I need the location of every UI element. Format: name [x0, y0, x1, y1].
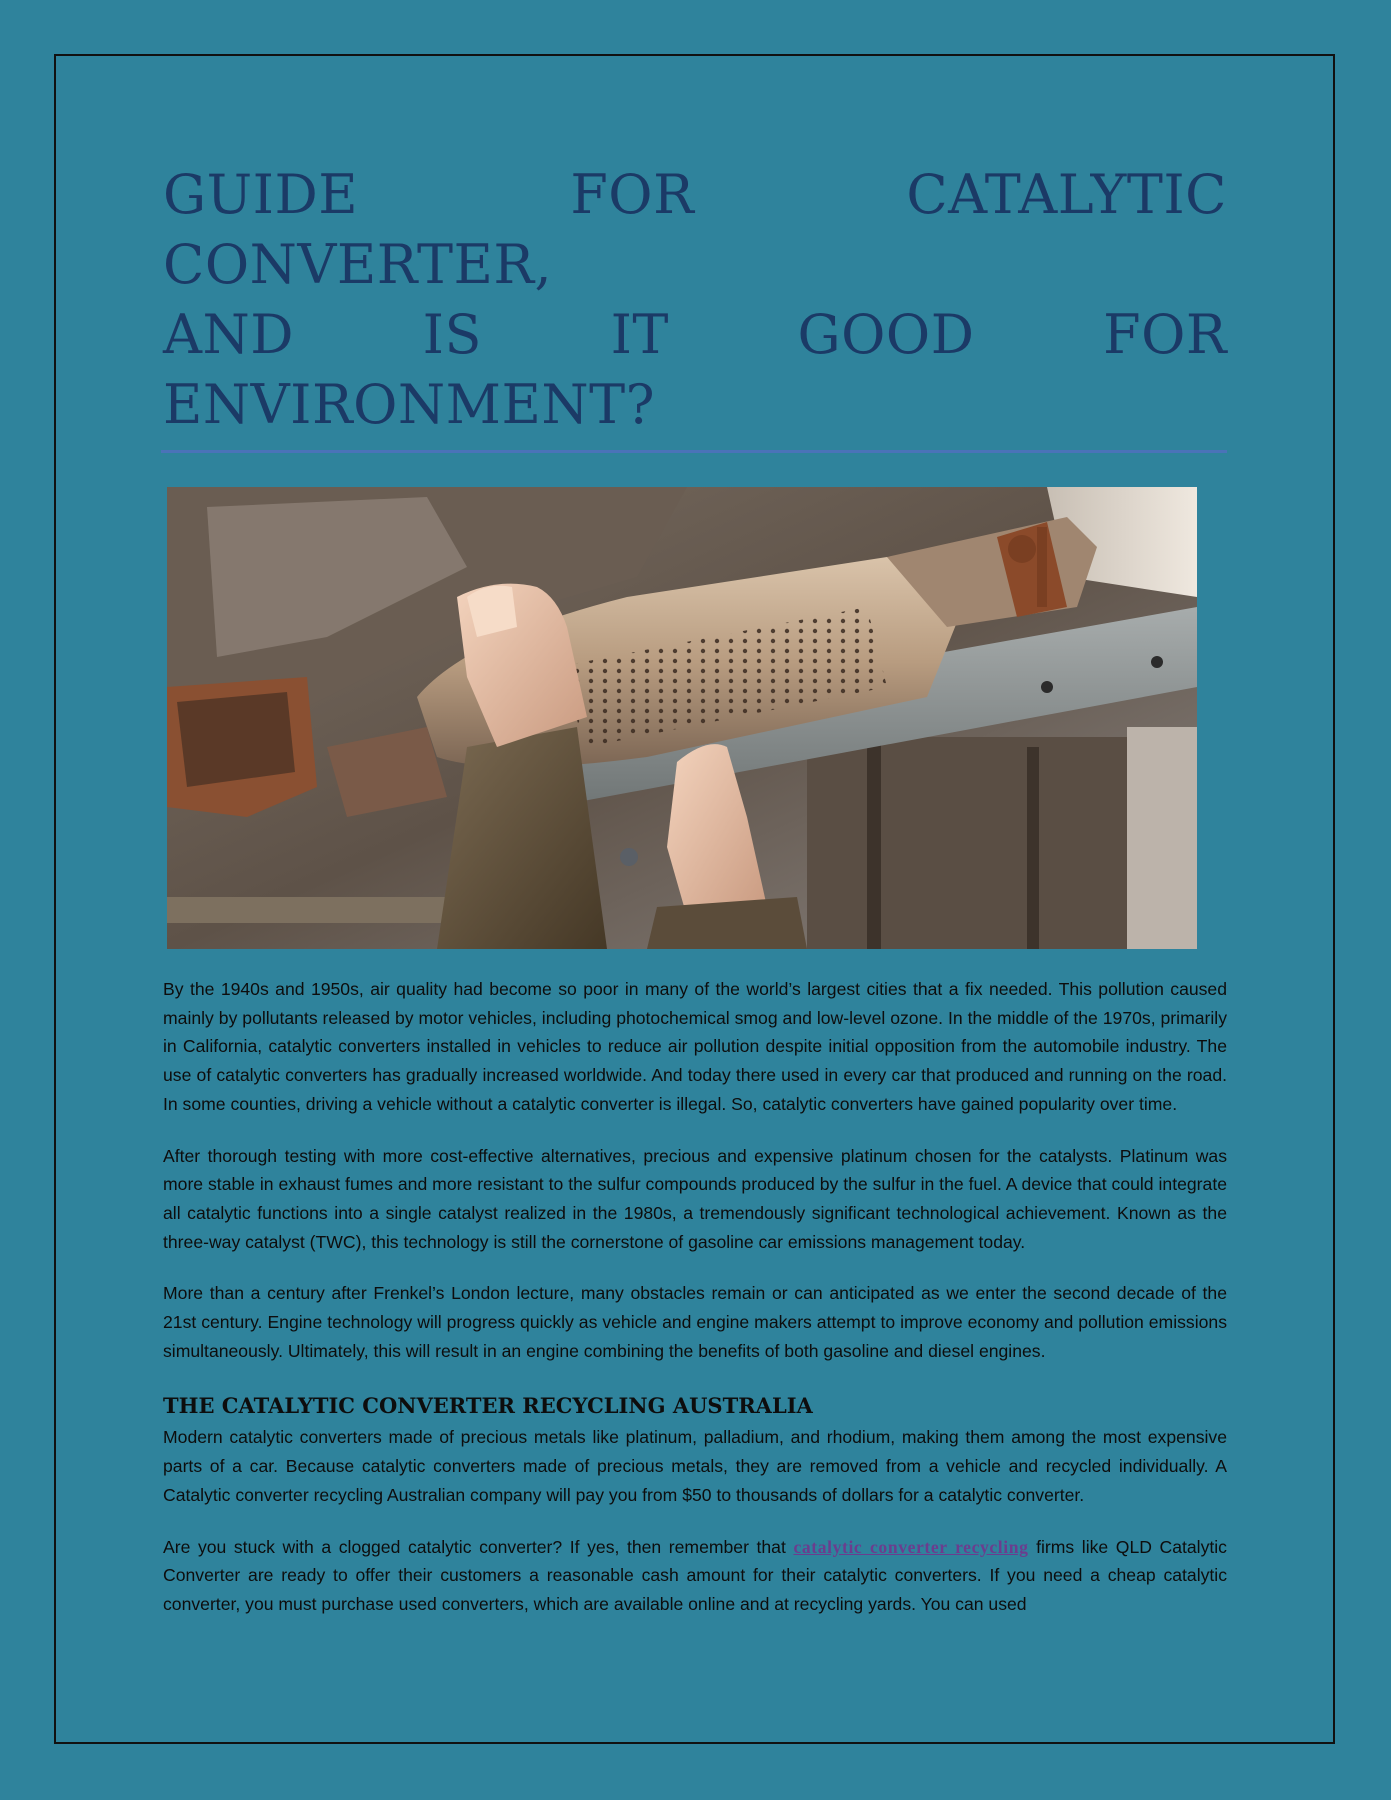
title-line-2: AND IS IT GOOD FOR ENVIRONMENT?: [163, 303, 1227, 436]
paragraph-5-before-link: Are you stuck with a clogged catalytic converter? If yes, then remember that: [163, 1536, 794, 1557]
title-line-1: GUIDE FOR CATALYTIC CONVERTER,: [163, 163, 1227, 296]
section-heading: THE CATALYTIC CONVERTER RECYCLING AUSTRALIA: [163, 1393, 813, 1419]
page-title: [163, 160, 1227, 440]
catalytic-converter-recycling-link[interactable]: catalytic converter recycling: [793, 1536, 1029, 1557]
paragraph-2: After thorough testing with more cost-effective alternatives, precious and expensive platinum chosen for the catalysts. Platinum was more stable in exhaust fumes and more resistant to the sulfur compounds produced by the sulfur in the fuel. A device that could integrate all catalytic functions into a single catalyst realized in the 1980s, a tremendously significant technological achievement. Known as the three-way catalyst (TWC), this technology is still the cornerstone of gasoline car emissions management today.: [163, 1145, 1227, 1252]
paragraph-1: By the 1940s and 1950s, air quality had become so poor in many of the world’s largest cities that a fix needed. This pollution caused mainly by pollutants released by motor vehicles, including photochemical smog and low-level ozone. In the middle of the 1970s, primarily in California, catalytic converters installed in vehicles to reduce air pollution despite initial opposition from the automobile industry. The use of catalytic converters has gradually increased worldwide. And today there used in every car that produced and running on the road. In some counties, driving a vehicle without a catalytic converter is illegal. So, catalytic converters have gained popularity over time.: [163, 979, 1227, 1114]
paragraph-3: More than a century after Frenkel’s London lecture, many obstacles remain or can anticipated as we enter the second decade of the 21st century. Engine technology will progress quickly as vehicle and engine makers attempt to improve economy and pollution emissions simultaneously. Ultimately, this will result in an engine combining the benefits of both gasoline and diesel engines.: [163, 1283, 1227, 1361]
catalytic-converter-photo: [167, 487, 1197, 949]
paragraph-5-after-link: firms like QLD Catalytic Converter are ready to offer their customers a reasonable cash amount for their catalytic converters. If you need a cheap catalytic converter, you must purchase used converters, which are available online and at recycling yards. You can used: [163, 1536, 1227, 1614]
paragraph-5: [163, 1533, 1227, 1619]
title-divider: [161, 450, 1227, 453]
paragraph-4: Modern catalytic converters made of precious metals like platinum, palladium, and rhodium, making them among the most expensive parts of a car. Because catalytic converters made of precious metals, they are removed from a vehicle and recycled individually. A Catalytic converter recycling Australian company will pay you from $50 to thousands of dollars for a catalytic converter.: [163, 1427, 1227, 1505]
document-content: [163, 160, 1227, 1619]
